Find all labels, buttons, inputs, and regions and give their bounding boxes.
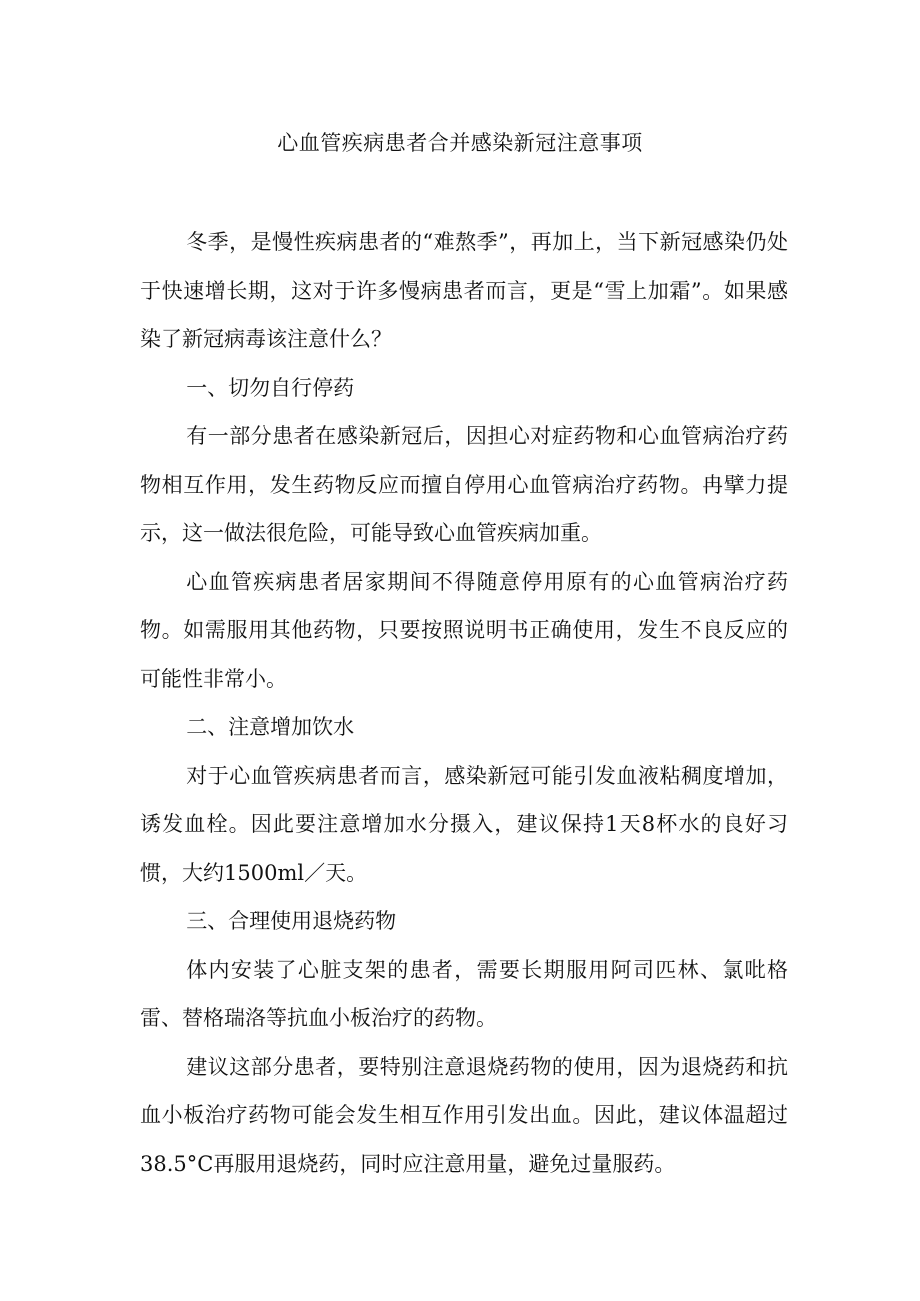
section-heading-1: 一、切勿自行停药 xyxy=(186,375,355,400)
section-heading-2: 二、注意增加饮水 xyxy=(186,715,355,739)
section-3-paragraph-1: 体内安装了心脏支架的患者，需要长期服用阿司匹林、氯吡格雷、替格瑞洛等抗血小板治疗的药物。 xyxy=(140,957,788,1030)
intro-paragraph: 冬季，是慢性疾病患者的“难熬季”，再加上，当下新冠感染仍处于快速增长期，这对于许多慢病患者而言，更是“雪上加霜”。如果感染了新冠病毒该注意什么？ xyxy=(140,230,788,351)
section-1-paragraph-2: 心血管疾病患者居家期间不得随意停用原有的心血管病治疗药物。如需服用其他药物，只要按照说明书正确使用，发生不良反应的可能性非常小。 xyxy=(140,569,788,691)
document-title: 心血管疾病患者合并感染新冠注意事项 xyxy=(277,131,643,155)
section-heading-3: 三、合理使用退烧药物 xyxy=(186,909,397,933)
section-2-paragraph-1: 对于心血管疾病患者而言，感染新冠可能引发血液粘稠度增加，诱发血栓。因此要注意增加水分摄入，建议保持1天8杯水的良好习惯，大约1500ml／天。 xyxy=(140,763,788,885)
section-1-paragraph-1: 有一部分患者在感染新冠后，因担心对症药物和心血管病治疗药物相互作用，发生药物反应而擅自停用心血管病治疗药物。冉擘力提示，这一做法很危险，可能导致心血管疾病加重。 xyxy=(140,424,788,545)
section-3-paragraph-2: 建议这部分患者，要特别注意退烧药物的使用，因为退烧药和抗血小板治疗药物可能会发生相互作用引发出血。因此，建议体温超过38.5°C再服用退烧药，同时应注意用量，避免过量服药。 xyxy=(140,1054,788,1176)
document-body xyxy=(140,218,788,1188)
